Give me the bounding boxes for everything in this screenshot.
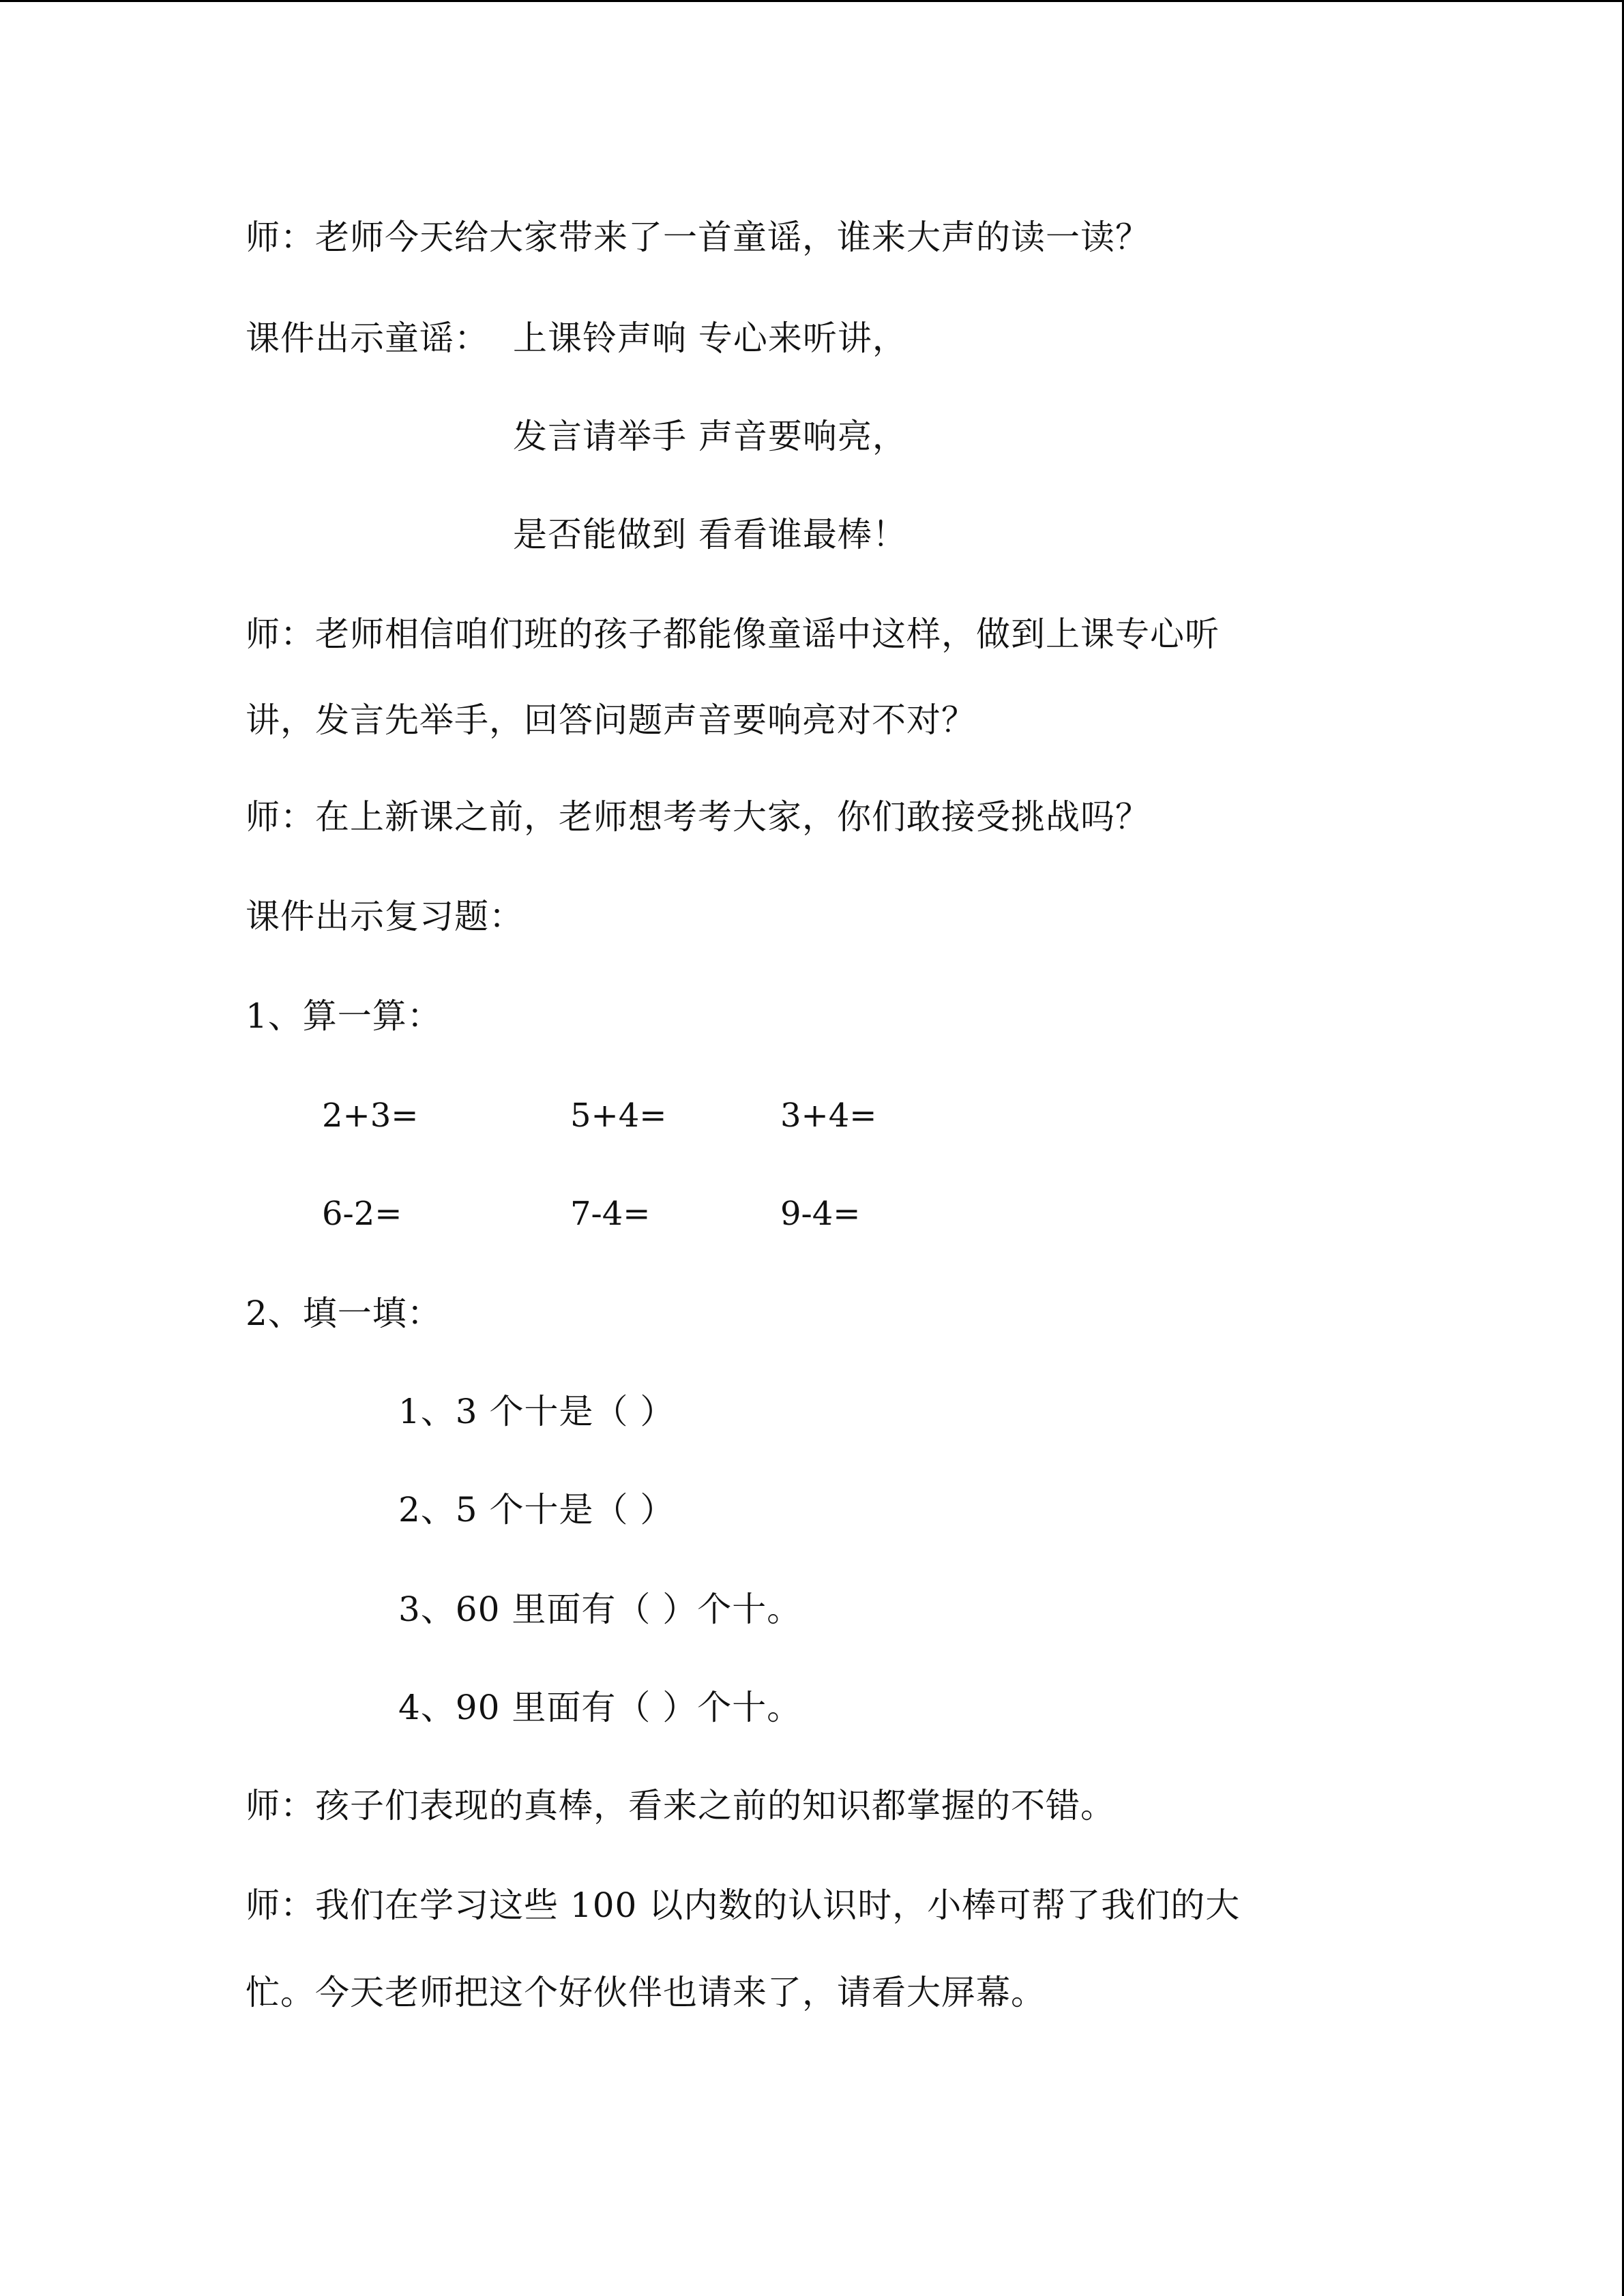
section-2-title: 2、填一填： (246, 1294, 442, 1333)
closing-line-2: 忙。今天老师把这个好伙伴也请来了，请看大屏幕。 (246, 1973, 1046, 2012)
teacher-belief-line-1: 师：老师相信咱们班的孩子都能像童谣中这样，做到上课专心听 (246, 614, 1220, 654)
calc-9-minus-4: 9-4= (780, 1195, 861, 1233)
praise-line: 师：孩子们表现的真棒，看来之前的知识都掌握的不错。 (246, 1786, 1115, 1825)
calc-5-plus-4: 5+4= (570, 1097, 667, 1135)
teacher-belief-line-2: 讲，发言先举手，回答问题声音要响亮对不对？ (246, 700, 976, 740)
review-heading: 课件出示复习题： (246, 897, 524, 936)
challenge-question: 师：在上新课之前，老师想考考大家，你们敢接受挑战吗？ (246, 797, 1150, 837)
intro-question: 师：老师今天给大家带来了一首童谣，谁来大声的读一读？ (246, 218, 1150, 257)
section-1-title: 1、算一算： (246, 996, 442, 1036)
rhyme-line-2: 发言请举手 声音要响亮， (513, 417, 907, 456)
fill-item-1: 1、3 个十是（ ） (398, 1392, 675, 1431)
rhyme-label: 课件出示童谣： (246, 318, 489, 358)
calc-6-minus-2: 6-2= (322, 1195, 402, 1233)
fill-item-3: 3、60 里面有（ ）个十。 (398, 1590, 802, 1629)
calc-7-minus-4: 7-4= (570, 1195, 651, 1233)
rhyme-line-3: 是否能做到 看看谁最棒！ (513, 515, 907, 554)
fill-item-2: 2、5 个十是（ ） (398, 1490, 675, 1530)
calc-2-plus-3: 2+3= (322, 1097, 419, 1135)
closing-line-1: 师：我们在学习这些 100 以内数的认识时，小棒可帮了我们的大 (246, 1885, 1241, 1925)
fill-item-4: 4、90 里面有（ ）个十。 (398, 1688, 802, 1727)
calc-3-plus-4: 3+4= (780, 1097, 877, 1135)
page-top-border (0, 0, 1624, 2)
rhyme-line-1: 上课铃声响 专心来听讲， (513, 318, 907, 358)
